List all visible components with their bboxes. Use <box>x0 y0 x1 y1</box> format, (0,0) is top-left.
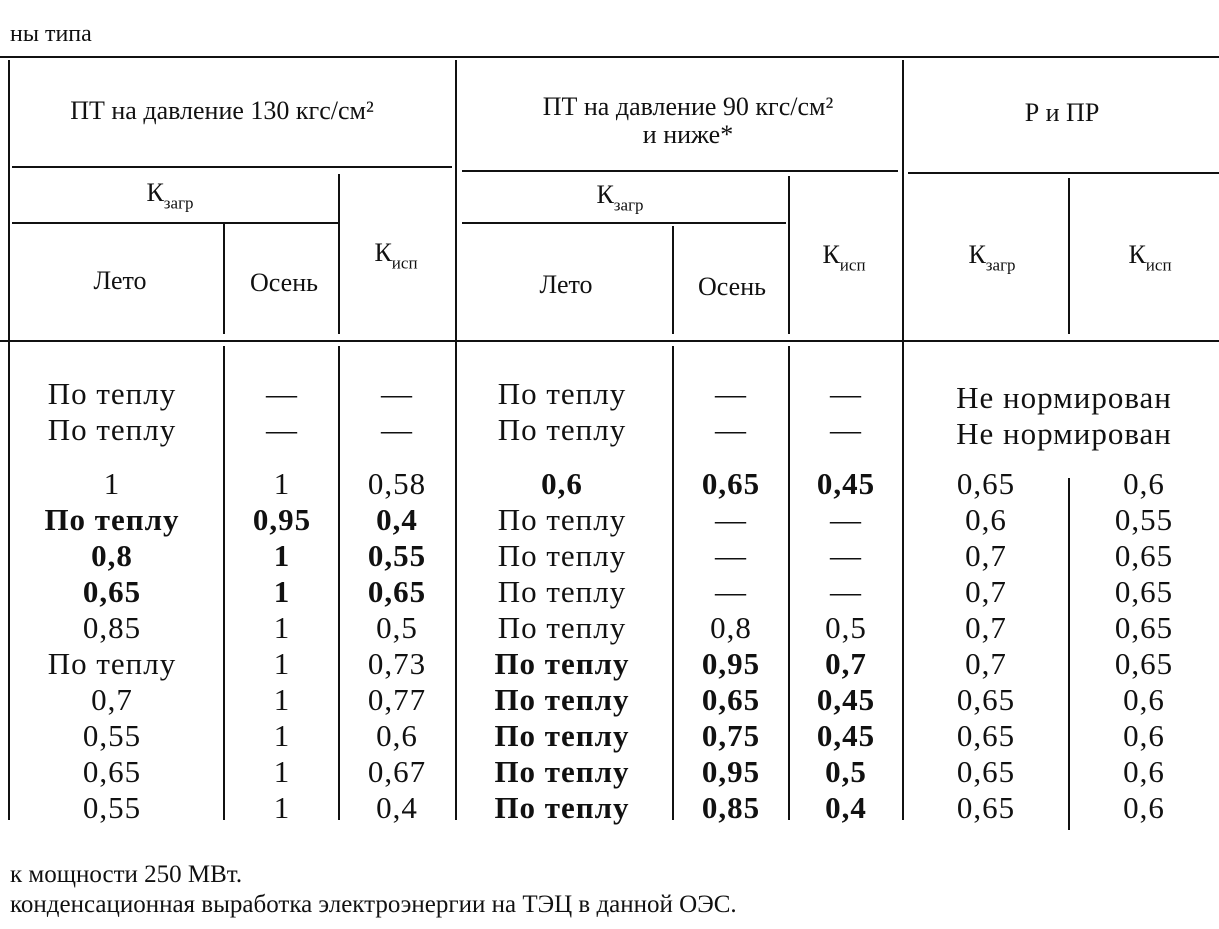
table-cell-f: — <box>830 574 862 609</box>
table-cell-d: По теплу <box>497 412 627 447</box>
g3-kzagr-kisp-divider <box>1068 178 1070 334</box>
g2-autumn-kisp-divider <box>788 176 790 334</box>
table-cell-b: 1 <box>273 466 291 501</box>
g2-summer-autumn-divider <box>672 226 674 334</box>
table-cell-c: 0,58 <box>367 466 427 501</box>
table-row <box>0 684 1219 720</box>
g1-kisp-header: $К_{исп}$ <box>374 238 418 273</box>
table-cell-c: 0,65 <box>367 574 427 609</box>
g2-summer-header: Лето <box>539 270 593 299</box>
table-cell-c: — <box>381 376 413 411</box>
table-cell-h: 0,65 <box>1114 574 1174 609</box>
group1-header-rule <box>12 166 452 168</box>
g2-kzagr-header: $К_{загр}$ <box>596 180 644 215</box>
table-row <box>0 756 1219 792</box>
table-row <box>0 504 1219 540</box>
table-cell-a: По теплу <box>47 646 177 681</box>
table-cell-h: 0,65 <box>1114 610 1174 645</box>
group2-header-rule <box>462 170 898 172</box>
table-cell-f: 0,45 <box>816 466 876 501</box>
table-top-rule <box>0 56 1219 58</box>
table-cell-c: 0,6 <box>376 718 418 753</box>
table-cell-d: По теплу <box>497 538 627 573</box>
table-cell-d: По теплу <box>494 682 630 717</box>
table-cell-d: По теплу <box>497 502 627 537</box>
table-cell-f: 0,4 <box>825 790 867 825</box>
g2-kisp-header: $К_{исп}$ <box>822 240 866 275</box>
table-cell-e: 0,65 <box>701 466 761 501</box>
table-row <box>0 576 1219 612</box>
top-caption: ны типа <box>10 21 92 47</box>
g3-kisp-header: $К_{исп}$ <box>1128 240 1172 275</box>
table-cell-c: 0,67 <box>367 754 427 789</box>
table-cell-a: 0,55 <box>82 718 142 753</box>
table-row <box>0 792 1219 828</box>
g1-summer-autumn-divider <box>223 224 225 334</box>
table-cell-a: 0,65 <box>82 754 142 789</box>
group2-title-line1: ПТ на давление 90 кгс/см² <box>542 92 834 121</box>
table-cell-b: 1 <box>273 790 291 825</box>
table-cell-merged: Не нормирован <box>956 416 1172 451</box>
table-cell-merged: Не нормирован <box>956 380 1172 415</box>
table-cell-d: По теплу <box>494 754 630 789</box>
table-cell-f: 0,5 <box>825 754 867 789</box>
g1-kzagr-header: $К_{загр}$ <box>146 178 194 213</box>
g1-autumn-header: Осень <box>250 268 318 297</box>
table-cell-g: 0,7 <box>965 646 1007 681</box>
g1-autumn-kisp-divider <box>338 174 340 334</box>
table-cell-c: 0,5 <box>376 610 418 645</box>
table-cell-b: 1 <box>273 538 291 573</box>
table-cell-e: 0,95 <box>701 754 761 789</box>
table-cell-a: 0,7 <box>91 682 133 717</box>
table-cell-e: — <box>715 502 747 537</box>
table-cell-g: 0,65 <box>956 466 1016 501</box>
table-cell-d: По теплу <box>494 646 630 681</box>
header-bottom-rule <box>0 340 1219 342</box>
table-row <box>0 378 1219 414</box>
table-cell-g: 0,65 <box>956 682 1016 717</box>
group2-title-line2: и ниже* <box>642 120 734 149</box>
g3-kzagr-header: $К_{загр}$ <box>968 240 1016 275</box>
table-cell-a: По теплу <box>47 412 177 447</box>
table-row <box>0 414 1219 450</box>
table-cell-b: 1 <box>273 646 291 681</box>
table-cell-b: 1 <box>273 682 291 717</box>
table-cell-a: 1 <box>103 466 121 501</box>
table-cell-e: — <box>715 376 747 411</box>
table-cell-b: 1 <box>273 574 291 609</box>
table-cell-a: 0,55 <box>82 790 142 825</box>
table-cell-f: — <box>830 412 862 447</box>
table-cell-c: 0,4 <box>376 502 418 537</box>
table-cell-d: По теплу <box>494 790 630 825</box>
table-cell-b: 1 <box>273 610 291 645</box>
table-cell-h: 0,6 <box>1123 754 1165 789</box>
table-cell-b: — <box>266 412 298 447</box>
footnote-1: к мощности 250 МВт. <box>10 861 243 888</box>
table-cell-h: 0,65 <box>1114 646 1174 681</box>
table-cell-d: По теплу <box>497 574 627 609</box>
table-cell-d: По теплу <box>497 376 627 411</box>
table-cell-a: 0,8 <box>91 538 133 573</box>
group3-header-rule <box>908 172 1219 174</box>
table-cell-c: 0,77 <box>367 682 427 717</box>
table-cell-a: По теплу <box>44 502 180 537</box>
table-cell-h: 0,65 <box>1114 538 1174 573</box>
table-cell-h: 0,6 <box>1123 790 1165 825</box>
footnote-2: конденсационная выработка электроэнергии на ТЭЦ в данной ОЭС. <box>10 891 737 918</box>
table-cell-g: 0,6 <box>965 502 1007 537</box>
table-cell-e: 0,65 <box>701 682 761 717</box>
table-cell-e: — <box>715 538 747 573</box>
table-cell-f: 0,45 <box>816 682 876 717</box>
table-cell-a: 0,85 <box>82 610 142 645</box>
table-cell-h: 0,6 <box>1123 466 1165 501</box>
table-row <box>0 612 1219 648</box>
table-cell-a: По теплу <box>47 376 177 411</box>
table-cell-b: 1 <box>273 754 291 789</box>
table-cell-a: 0,65 <box>82 574 142 609</box>
table-cell-g: 0,65 <box>956 754 1016 789</box>
table-cell-g: 0,7 <box>965 610 1007 645</box>
g2-autumn-header: Осень <box>698 272 766 301</box>
table-row <box>0 648 1219 684</box>
table-cell-c: 0,55 <box>367 538 427 573</box>
table-cell-c: 0,73 <box>367 646 427 681</box>
table-cell-e: 0,95 <box>701 646 761 681</box>
group3-title: Р и ПР <box>1024 98 1100 127</box>
g1-summer-header: Лето <box>93 266 147 295</box>
table-row <box>0 540 1219 576</box>
table-cell-e: 0,85 <box>701 790 761 825</box>
table-cell-d: 0,6 <box>541 466 583 501</box>
table-cell-g: 0,65 <box>956 790 1016 825</box>
table-cell-g: 0,65 <box>956 718 1016 753</box>
table-cell-f: — <box>830 538 862 573</box>
group1-kzagr-rule <box>12 222 338 224</box>
table-cell-f: 0,7 <box>825 646 867 681</box>
table-cell-e: 0,8 <box>710 610 752 645</box>
table-cell-g: 0,7 <box>965 538 1007 573</box>
table-cell-f: — <box>830 376 862 411</box>
table-cell-d: По теплу <box>494 718 630 753</box>
table-cell-f: — <box>830 502 862 537</box>
table-cell-b: 1 <box>273 718 291 753</box>
table-cell-e: — <box>715 412 747 447</box>
table-cell-d: По теплу <box>497 610 627 645</box>
table-cell-h: 0,6 <box>1123 718 1165 753</box>
table-cell-c: — <box>381 412 413 447</box>
table-cell-e: — <box>715 574 747 609</box>
table-row <box>0 468 1219 504</box>
table-cell-h: 0,55 <box>1114 502 1174 537</box>
table-cell-b: 0,95 <box>252 502 312 537</box>
table-cell-f: 0,45 <box>816 718 876 753</box>
group1-title: ПТ на давление 130 кгс/см² <box>70 96 374 125</box>
table-cell-g: 0,7 <box>965 574 1007 609</box>
table-cell-f: 0,5 <box>825 610 867 645</box>
table-cell-b: — <box>266 376 298 411</box>
group2-kzagr-rule <box>462 222 786 224</box>
table-cell-e: 0,75 <box>701 718 761 753</box>
table-cell-h: 0,6 <box>1123 682 1165 717</box>
table-row <box>0 720 1219 756</box>
table-cell-c: 0,4 <box>376 790 418 825</box>
